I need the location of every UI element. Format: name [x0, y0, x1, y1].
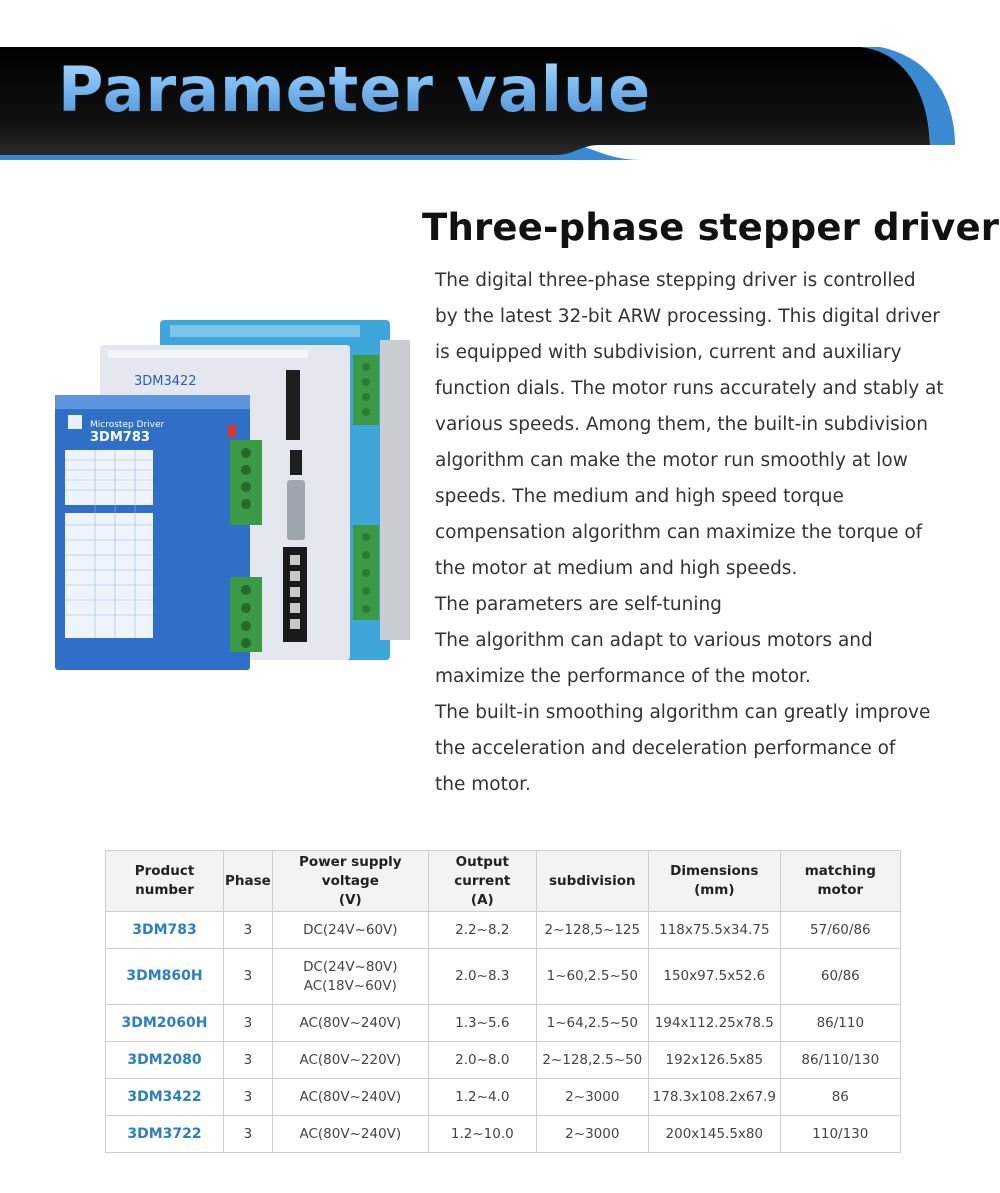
description-line: is equipped with subdivision, current and auxiliary [435, 342, 902, 363]
parameter-table [105, 850, 901, 1153]
cell-phase: 3 [224, 912, 273, 949]
description-line: various speeds. Among them, the built-in subdivision [435, 414, 928, 435]
product-description [435, 263, 965, 803]
cell-voltage: AC(80V~220V) [272, 1042, 428, 1079]
description-line: The parameters are self-tuning [435, 594, 722, 615]
cell-voltage: AC(80V~240V) [272, 1005, 428, 1042]
product-image [50, 315, 410, 675]
cell-product-number: 3DM2080 [106, 1042, 224, 1079]
table-row [106, 912, 901, 949]
table-row [106, 1005, 901, 1042]
description-line: The built-in smoothing algorithm can greatly improve [435, 702, 931, 723]
description-line: speeds. The medium and high speed torque [435, 486, 844, 507]
cell-phase: 3 [224, 1005, 273, 1042]
header-phase: Phase [224, 851, 273, 912]
cell-subdivision: 1~64,2.5~50 [536, 1005, 648, 1042]
cell-current: 2.0~8.3 [428, 949, 536, 1005]
cell-product-number: 3DM860H [106, 949, 224, 1005]
cell-dimensions: 200x145.5x80 [648, 1116, 780, 1153]
cell-product-number: 3DM3722 [106, 1116, 224, 1153]
section-title: Three-phase stepper driver [422, 206, 1000, 249]
front-label: Microstep Driver [90, 420, 165, 430]
cell-current: 1.2~4.0 [428, 1079, 536, 1116]
description-line: by the latest 32-bit ARW processing. This digital driver [435, 306, 940, 327]
table-row [106, 1116, 901, 1153]
front-driver-unit [55, 395, 262, 670]
cell-current: 1.3~5.6 [428, 1005, 536, 1042]
cell-dimensions: 118x75.5x34.75 [648, 912, 780, 949]
cell-phase: 3 [224, 1116, 273, 1153]
cell-voltage: AC(80V~240V) [272, 1116, 428, 1153]
cell-product-number: 3DM2060H [106, 1005, 224, 1042]
title-banner [0, 47, 1000, 162]
header-power-supply-voltage: Power supply voltage (V) [272, 851, 428, 912]
cell-dimensions: 194x112.25x78.5 [648, 1005, 780, 1042]
cell-subdivision: 2~128,2.5~50 [536, 1042, 648, 1079]
description-line: the motor. [435, 774, 531, 795]
header-dimensions: Dimensions (mm) [648, 851, 780, 912]
front-model-label: 3DM783 [90, 430, 150, 445]
description-line: algorithm can make the motor run smoothly at low [435, 450, 908, 471]
cell-phase: 3 [224, 1079, 273, 1116]
cell-matching-motor: 110/130 [780, 1116, 900, 1153]
cell-matching-motor: 86/110 [780, 1005, 900, 1042]
cell-current: 1.2~10.0 [428, 1116, 536, 1153]
table-row [106, 1042, 901, 1079]
description-line: compensation algorithm can maximize the torque of [435, 522, 923, 543]
header-matching-motor: matching motor [780, 851, 900, 912]
cell-dimensions: 192x126.5x85 [648, 1042, 780, 1079]
middle-model-label: 3DM3422 [134, 374, 197, 389]
table-row [106, 1079, 901, 1116]
table-header-row [106, 851, 901, 912]
cell-current: 2.0~8.0 [428, 1042, 536, 1079]
cell-dimensions: 150x97.5x52.6 [648, 949, 780, 1005]
cell-product-number: 3DM783 [106, 912, 224, 949]
cell-voltage: DC(24V~80V) AC(18V~60V) [272, 949, 428, 1005]
cell-subdivision: 2~3000 [536, 1116, 648, 1153]
cell-matching-motor: 57/60/86 [780, 912, 900, 949]
description-line: The algorithm can adapt to various motors and [435, 630, 873, 651]
cell-matching-motor: 86 [780, 1079, 900, 1116]
cell-matching-motor: 86/110/130 [780, 1042, 900, 1079]
cell-subdivision: 2~3000 [536, 1079, 648, 1116]
description-line: function dials. The motor runs accurately and stably at [435, 378, 944, 399]
header-product-number: Product number [106, 851, 224, 912]
cell-voltage: DC(24V~60V) [272, 912, 428, 949]
cell-dimensions: 178.3x108.2x67.9 [648, 1079, 780, 1116]
table-row [106, 949, 901, 1005]
header-output-current: Output current (A) [428, 851, 536, 912]
description-line: the acceleration and deceleration performance of [435, 738, 896, 759]
cell-phase: 3 [224, 949, 273, 1005]
cell-subdivision: 1~60,2.5~50 [536, 949, 648, 1005]
cell-phase: 3 [224, 1042, 273, 1079]
cell-subdivision: 2~128,5~125 [536, 912, 648, 949]
description-line: the motor at medium and high speeds. [435, 558, 798, 579]
banner-title: Parameter value [58, 53, 652, 126]
header-subdivision: subdivision [536, 851, 648, 912]
cell-voltage: AC(80V~240V) [272, 1079, 428, 1116]
cell-product-number: 3DM3422 [106, 1079, 224, 1116]
description-line: maximize the performance of the motor. [435, 666, 811, 687]
cell-matching-motor: 60/86 [780, 949, 900, 1005]
description-line: The digital three-phase stepping driver is controlled [435, 270, 916, 291]
cell-current: 2.2~8.2 [428, 912, 536, 949]
